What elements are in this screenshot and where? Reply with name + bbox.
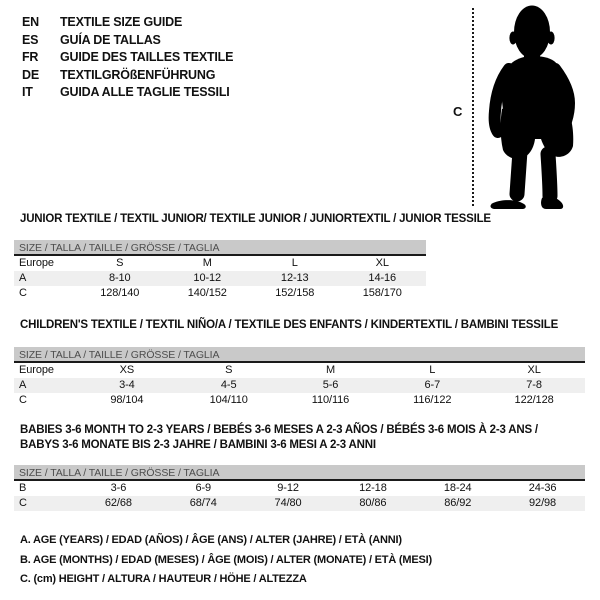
table-cell: 140/152 — [187, 287, 227, 299]
table-row — [14, 286, 426, 301]
language-row — [22, 67, 233, 85]
row-label: C — [19, 394, 27, 406]
table-cell: 9-12 — [277, 482, 299, 494]
language-code: EN — [22, 15, 39, 29]
table-cell: 3-6 — [110, 482, 127, 494]
table-cell: 116/122 — [413, 394, 452, 406]
table-cell: 6-9 — [195, 482, 212, 494]
table-cell: 8-10 — [108, 272, 131, 284]
size-table-children — [14, 318, 585, 408]
language-code: FR — [22, 50, 39, 64]
language-code: IT — [22, 85, 33, 99]
table-cell: M — [325, 364, 336, 376]
table-title: CHILDREN'S TEXTILE / TEXTIL NIÑO/A / TEXTILE DES ENFANTS / KINDERTEXTIL / BAMBINI TESSILE — [20, 319, 559, 331]
table-title: BABIES 3-6 MONTH TO 2-3 YEARS / BEBÉS 3-6 MESES A 2-3 AÑOS / BÉBÉS 3-6 MOIS À 2-3 ANS / — [20, 424, 538, 436]
height-measure-dotted-line — [472, 8, 474, 206]
table-cell: 152/158 — [275, 287, 315, 299]
table-cell: 5-6 — [322, 379, 339, 391]
language-row — [22, 84, 233, 102]
table-cell: 12-18 — [359, 482, 387, 494]
table-cell: 4-5 — [220, 379, 237, 391]
language-row — [22, 32, 233, 50]
language-code: ES — [22, 32, 39, 47]
table-cell: 122/128 — [514, 394, 554, 406]
table-cell: 74/80 — [274, 497, 302, 509]
language-label: GUIDA ALLE TAGLIE TESSILI — [60, 85, 230, 99]
height-label-c: C — [453, 104, 463, 119]
language-label: TEXTILE SIZE GUIDE — [60, 15, 183, 29]
table-row — [14, 363, 585, 378]
table-row — [14, 393, 585, 408]
table-cell: 14-16 — [368, 272, 397, 284]
table-row — [14, 256, 426, 271]
row-label: C — [19, 287, 27, 299]
table-cell: L — [291, 257, 298, 269]
table-title: JUNIOR TEXTILE / TEXTIL JUNIOR/ TEXTILE JUNIOR / JUNIORTEXTIL / JUNIOR TESSILE — [20, 213, 491, 225]
table-row — [14, 481, 585, 496]
row-label: Europe — [19, 257, 54, 269]
table-cell: 62/68 — [104, 497, 132, 509]
table-cell: L — [429, 364, 436, 376]
table-cell: 92/98 — [529, 497, 557, 509]
toddler-silhouette — [481, 1, 593, 211]
table-cell: 98/104 — [110, 394, 144, 406]
table-cell: XL — [527, 364, 541, 376]
table-cell: M — [202, 257, 212, 269]
language-code: DE — [22, 67, 39, 82]
table-cell: S — [225, 364, 233, 376]
row-label: Europe — [19, 364, 54, 376]
table-row — [14, 496, 585, 511]
language-row — [22, 49, 233, 67]
table-cell: 68/74 — [189, 497, 217, 509]
table-cell: 3-4 — [119, 379, 135, 391]
language-list — [22, 14, 233, 102]
language-label: GUIDE DES TAILLES TEXTILE — [60, 50, 234, 64]
table-cell: 104/110 — [209, 394, 248, 406]
table-title: BABYS 3-6 MONATE BIS 2-3 JAHRE / BAMBINI 3-6 MESI A 2-3 ANNI — [20, 439, 376, 451]
table-cell: 80/86 — [359, 497, 387, 509]
footnotes — [20, 531, 432, 590]
table-cell: 24-36 — [528, 482, 557, 494]
size-table-junior — [14, 212, 491, 301]
table-cell: 158/170 — [362, 287, 402, 299]
table-size-header: SIZE / TALLA / TAILLE / GRÖSSE / TAGLIA — [14, 465, 585, 481]
table-cell: 10-12 — [193, 272, 222, 284]
row-label: A — [19, 272, 27, 284]
table-cell: 86/92 — [444, 497, 472, 509]
table-cell: XS — [119, 364, 135, 376]
table-cell: S — [116, 257, 124, 269]
language-row — [22, 14, 233, 32]
table-cell: 18-24 — [443, 482, 472, 494]
language-label: GUÍA DE TALLAS — [60, 32, 161, 47]
table-cell: 12-13 — [280, 272, 309, 284]
footnote-b: B. AGE (MONTHS) / EDAD (MESES) / ÂGE (MOIS) / ALTER (MONATE) / ETÀ (MESI) — [20, 553, 432, 566]
table-cell: 7-8 — [526, 379, 542, 391]
row-label: C — [19, 497, 27, 509]
table-row — [14, 378, 585, 393]
footnote-a: A. AGE (YEARS) / EDAD (AÑOS) / ÂGE (ANS) / ALTER (JAHRE) / ETÀ (ANNI) — [20, 534, 402, 546]
footnote-c: C. (cm) HEIGHT / ALTURA / HAUTEUR / HÖHE / ALTEZZA — [20, 573, 307, 585]
size-table-babies — [14, 423, 585, 511]
table-size-header: SIZE / TALLA / TAILLE / GRÖSSE / TAGLIA — [14, 347, 585, 363]
row-label: B — [19, 482, 27, 494]
table-cell: 110/116 — [311, 394, 350, 406]
table-cell: 6-7 — [424, 379, 441, 391]
row-label: A — [19, 379, 27, 391]
language-label: TEXTILGRÖßENFÜHRUNG — [60, 67, 216, 82]
table-cell: XL — [375, 257, 389, 269]
table-size-header: SIZE / TALLA / TAILLE / GRÖSSE / TAGLIA — [14, 240, 426, 256]
table-row — [14, 271, 426, 286]
table-cell: 128/140 — [100, 287, 140, 299]
